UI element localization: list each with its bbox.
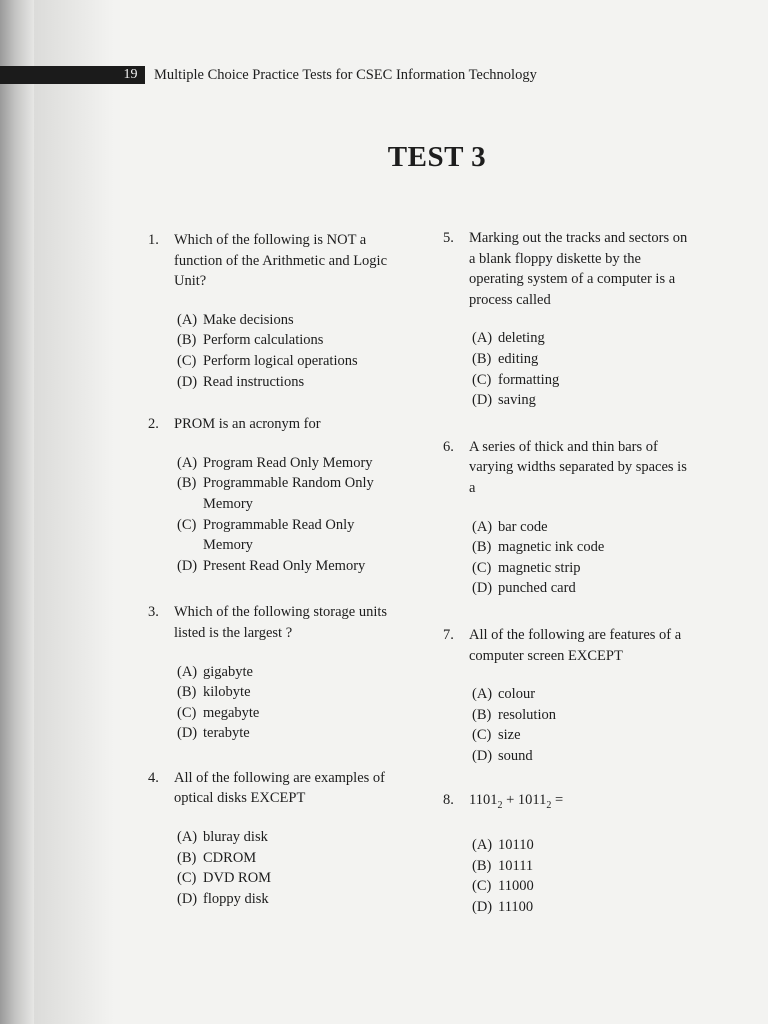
option-text: magnetic ink code <box>498 539 605 556</box>
option-letter: (B) <box>472 857 492 874</box>
option-a[interactable] <box>177 453 398 474</box>
test-title: TEST 3 <box>387 141 487 173</box>
question-text: Which of the following storage units listed is the largest ? <box>174 604 388 641</box>
option-letter: (A) <box>472 518 493 535</box>
option-letter: (C) <box>177 870 197 887</box>
option-b[interactable] <box>177 682 398 703</box>
option-c[interactable] <box>177 868 398 889</box>
option-b[interactable] <box>472 705 693 726</box>
option-text: editing <box>498 350 539 367</box>
option-a[interactable] <box>177 310 398 331</box>
option-c[interactable] <box>472 370 693 391</box>
option-letter: (C) <box>472 559 492 576</box>
option-text: Make decisions <box>203 311 294 328</box>
option-text: bluray disk <box>203 829 268 846</box>
right-column <box>443 228 693 917</box>
option-letter: (A) <box>177 454 198 471</box>
options-list <box>177 662 398 744</box>
option-text: deleting <box>498 330 545 347</box>
question-number: 5. <box>443 230 454 246</box>
question-text: Which of the following is NOT a function of the Arithmetic and Logic Unit? <box>174 232 388 290</box>
question-number: 1. <box>148 232 159 248</box>
option-c[interactable] <box>177 351 398 372</box>
option-d[interactable] <box>177 556 398 577</box>
question-number: 7. <box>443 626 454 643</box>
option-text: floppy disk <box>203 890 269 907</box>
option-d[interactable] <box>472 897 693 918</box>
option-letter: (D) <box>472 392 493 409</box>
option-letter: (D) <box>177 725 198 742</box>
option-letter: (C) <box>177 516 197 533</box>
option-a[interactable] <box>177 827 398 848</box>
question-text: All of the following are features of a computer screen EXCEPT <box>469 626 682 664</box>
option-b[interactable] <box>177 330 398 351</box>
question-text: A series of thick and thin bars of varying widths separated by spaces is a <box>469 438 687 496</box>
option-letter: (B) <box>472 539 492 556</box>
option-letter: (A) <box>177 829 198 846</box>
question-text: Marking out the tracks and sectors on a blank floppy diskette by the operating system of a computer is a process called <box>469 230 688 308</box>
option-text: resolution <box>498 706 556 723</box>
option-c[interactable] <box>472 558 693 579</box>
option-letter: (C) <box>177 352 197 369</box>
question-3 <box>148 602 398 744</box>
options-list <box>472 684 693 766</box>
option-letter: (A) <box>472 836 493 853</box>
option-letter: (B) <box>472 350 492 367</box>
option-b[interactable] <box>472 349 693 370</box>
option-letter: (B) <box>177 332 197 349</box>
option-a[interactable] <box>472 517 693 538</box>
option-text: 11100 <box>498 898 534 915</box>
option-text: CDROM <box>203 849 257 866</box>
question-2 <box>148 414 398 576</box>
option-b[interactable] <box>472 856 693 877</box>
options-list <box>177 310 398 392</box>
option-d[interactable] <box>472 390 693 411</box>
options-list <box>472 517 693 599</box>
option-text: 10110 <box>498 836 534 853</box>
option-text: Read instructions <box>203 373 305 390</box>
options-list <box>472 835 693 917</box>
option-letter: (C) <box>472 371 492 388</box>
question-number: 2. <box>148 416 159 433</box>
option-a[interactable] <box>472 835 693 856</box>
option-text: formatting <box>498 371 560 388</box>
option-letter: (B) <box>472 706 492 723</box>
base-subscript: 2 <box>546 800 552 812</box>
option-letter: (D) <box>177 557 198 574</box>
question-4 <box>148 768 398 910</box>
option-letter: (C) <box>472 727 492 744</box>
left-column <box>148 230 398 909</box>
question-number: 4. <box>148 769 159 786</box>
binary-operand-2: + 1011 <box>502 792 547 809</box>
option-text: terabyte <box>203 725 250 742</box>
option-text: size <box>498 727 521 744</box>
option-text: Perform logical operations <box>203 352 358 369</box>
option-letter: (C) <box>472 878 492 895</box>
option-text: Program Read Only Memory <box>203 454 373 471</box>
options-list <box>472 328 693 410</box>
option-letter: (D) <box>177 890 198 907</box>
option-text: magnetic strip <box>498 559 581 576</box>
option-d[interactable] <box>472 746 693 767</box>
binary-operand-1: 1101 <box>469 792 498 809</box>
option-text: 10111 <box>498 857 534 874</box>
question-8 <box>443 790 693 917</box>
question-text: PROM is an acronym for <box>174 416 321 433</box>
page-number: 19 <box>123 67 138 82</box>
option-text: punched card <box>498 580 576 597</box>
option-letter: (A) <box>472 330 493 347</box>
option-b[interactable] <box>177 473 398 514</box>
question-5 <box>443 228 693 411</box>
question-text: All of the following are examples of optical disks EXCEPT <box>174 769 385 807</box>
option-letter: (D) <box>472 898 493 915</box>
option-text: gigabyte <box>203 663 253 680</box>
question-number: 8. <box>443 792 454 809</box>
equals-sign: = <box>551 792 564 809</box>
option-letter: (B) <box>177 684 197 701</box>
option-c[interactable] <box>472 725 693 746</box>
option-a[interactable] <box>177 662 398 683</box>
option-letter: (B) <box>177 475 197 492</box>
option-text: saving <box>498 392 536 409</box>
question-number: 3. <box>148 604 159 621</box>
question-6 <box>443 437 693 599</box>
option-a[interactable] <box>472 684 693 705</box>
option-letter: (A) <box>472 686 493 703</box>
option-c[interactable] <box>177 703 398 724</box>
option-text: sound <box>498 747 533 764</box>
option-text: colour <box>498 686 536 703</box>
option-letter: (D) <box>177 373 198 390</box>
question-7 <box>443 625 693 767</box>
option-text: 11000 <box>498 878 534 895</box>
option-d[interactable] <box>177 723 398 744</box>
option-c[interactable] <box>472 876 693 897</box>
question-1 <box>148 230 398 392</box>
option-text: kilobyte <box>203 684 251 701</box>
options-list <box>177 453 398 577</box>
option-b[interactable] <box>472 537 693 558</box>
option-text: Present Read Only Memory <box>203 557 366 574</box>
option-text: megabyte <box>203 704 260 721</box>
option-b[interactable] <box>177 848 398 869</box>
option-text: Perform calculations <box>203 332 324 349</box>
option-letter: (A) <box>177 311 198 328</box>
option-text: Programmable Read Only Memory <box>203 516 355 554</box>
option-text: DVD ROM <box>203 870 272 887</box>
option-letter: (D) <box>472 580 493 597</box>
book-title: Multiple Choice Practice Tests for CSEC Information Technology <box>154 67 537 83</box>
option-d[interactable] <box>177 889 398 910</box>
option-letter: (B) <box>177 849 197 866</box>
question-number: 6. <box>443 438 454 455</box>
question-text <box>469 790 691 816</box>
option-letter: (D) <box>472 747 493 764</box>
option-text: Programmable Random Only Memory <box>203 475 374 512</box>
option-a[interactable] <box>472 328 693 349</box>
option-letter: (C) <box>177 704 197 721</box>
option-d[interactable] <box>472 578 693 599</box>
option-letter: (A) <box>177 663 198 680</box>
option-d[interactable] <box>177 372 398 393</box>
options-list <box>177 827 398 909</box>
option-text: bar code <box>498 518 548 535</box>
base-subscript: 2 <box>497 800 503 812</box>
option-c[interactable] <box>177 515 398 556</box>
